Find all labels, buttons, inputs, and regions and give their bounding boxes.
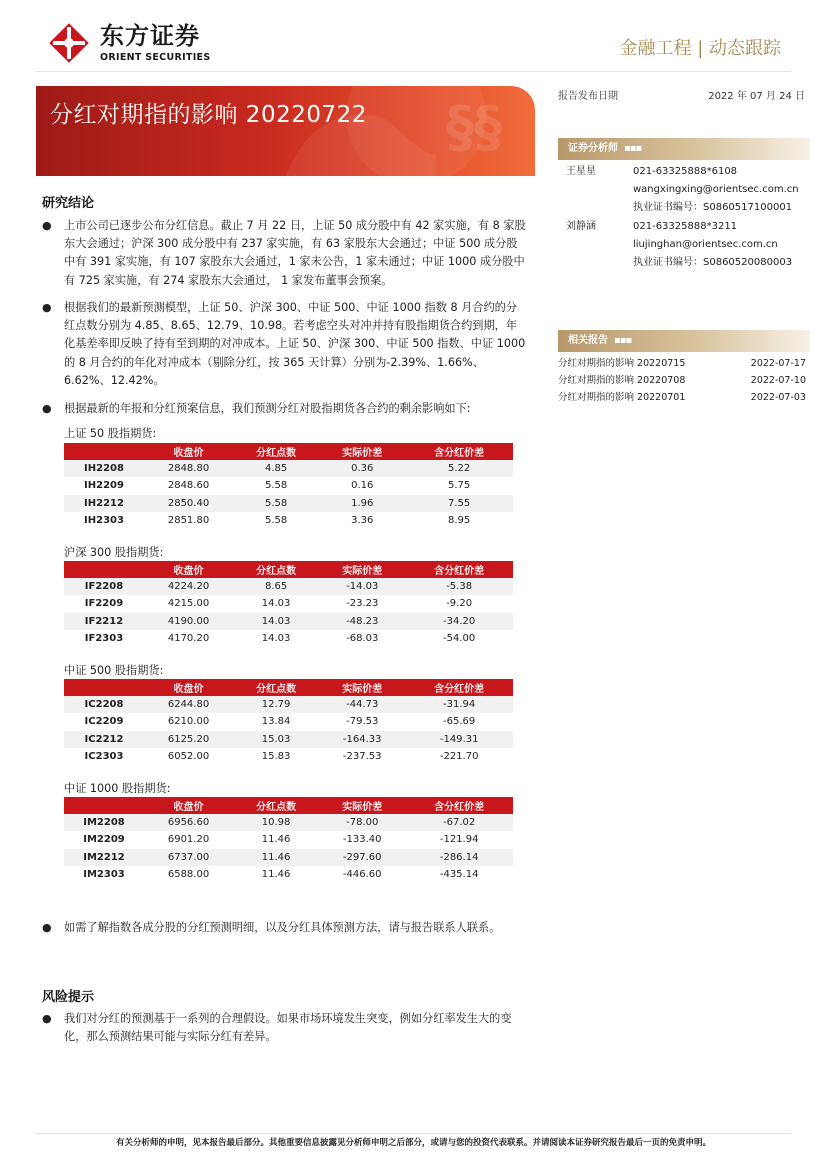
column-header	[64, 443, 144, 460]
contract-code: IM2212	[64, 849, 144, 866]
related-report-title[interactable]: 分红对期指的影响 20220701	[558, 392, 686, 403]
conclusion-bullet	[42, 299, 526, 390]
analyst-email[interactable]: wangxingxing@orientsec.com.cn	[633, 184, 799, 195]
table-cell: 6737.00	[144, 849, 233, 866]
report-category: 金融工程 | 动态跟踪	[619, 38, 781, 59]
related-report-date: 2022-07-10	[750, 375, 806, 386]
table-cell: 2848.80	[144, 460, 233, 477]
bullet-icon: ●	[42, 921, 52, 934]
futures-table-csi500	[64, 679, 513, 765]
conclusion-bullet	[42, 400, 526, 418]
column-header: 收盘价	[144, 561, 233, 578]
table-cell: 11.46	[233, 831, 319, 848]
brand-name-cn: 东方证券	[100, 22, 200, 50]
table-row	[64, 495, 513, 512]
contract-code: IM2208	[64, 814, 144, 831]
related-report-title[interactable]: 分红对期指的影响 20220708	[558, 375, 686, 386]
conclusion-bullet	[42, 919, 526, 937]
column-header	[64, 679, 144, 696]
analyst-email[interactable]: liujinghan@orientsec.com.cn	[633, 239, 778, 250]
table-row	[64, 578, 513, 595]
table-cell: 11.46	[233, 866, 319, 883]
table-cell: 2850.40	[144, 495, 233, 512]
table-header-row	[64, 797, 513, 814]
column-header: 收盘价	[144, 679, 233, 696]
contract-code: IH2303	[64, 512, 144, 529]
table-cell: -435.14	[405, 866, 513, 883]
publish-date-label: 报告发布日期	[558, 91, 618, 102]
table-cell: -237.53	[319, 748, 405, 765]
contract-code: IC2303	[64, 748, 144, 765]
table-row	[64, 731, 513, 748]
table-cell: 4215.00	[144, 595, 233, 612]
table-cell: 6956.60	[144, 814, 233, 831]
contract-code: IH2212	[64, 495, 144, 512]
header-divider	[36, 71, 791, 72]
table-cell: 14.03	[233, 630, 319, 647]
analyst-phone: 021-63325888*3211	[633, 221, 738, 232]
futures-table-sse50	[64, 443, 513, 529]
analyst-phone: 021-63325888*6108	[633, 166, 738, 177]
bullet-icon: ●	[42, 402, 52, 415]
table-cell: -14.03	[319, 578, 405, 595]
bullet-icon: ●	[42, 219, 52, 232]
table-cell: 6244.80	[144, 696, 233, 713]
table-cell: -31.94	[405, 696, 513, 713]
disclaimer-footer: 有关分析师的申明，见本报告最后部分。其他重要信息披露见分析师申明之后部分，或请与您的投资代表联系。并请阅读本证券研究报告最后一页的免责申明。	[115, 1138, 711, 1148]
logo-mark-icon	[48, 22, 90, 64]
dots-icon: ▪▪▪	[614, 335, 632, 346]
table-header-row	[64, 443, 513, 460]
related-report-title[interactable]: 分红对期指的影响 20220715	[558, 358, 686, 369]
table-cell: 6210.00	[144, 713, 233, 730]
column-header: 分红点数	[233, 797, 319, 814]
column-header: 收盘价	[144, 443, 233, 460]
table-cell: 5.58	[233, 512, 319, 529]
column-header: 含分红价差	[405, 443, 513, 460]
related-heading	[558, 330, 810, 352]
table-cell: 8.95	[405, 512, 513, 529]
table-cell: 2851.80	[144, 512, 233, 529]
table-cell: -68.03	[319, 630, 405, 647]
column-header: 实际价差	[319, 561, 405, 578]
publish-date-value: 2022 年 07 月 24 日	[708, 91, 805, 102]
page-title: 分红对期指的影响 20220722	[50, 102, 367, 128]
analyst-name: 王星星	[566, 166, 596, 177]
brand-name-en: ORIENT SECURITIES	[100, 52, 211, 63]
analysts-heading-label: 证券分析师	[568, 143, 618, 154]
futures-table-csi1000	[64, 797, 513, 883]
table-cell: -446.60	[319, 866, 405, 883]
table-cell: -65.69	[405, 713, 513, 730]
table-cell: -297.60	[319, 849, 405, 866]
table-cell: -54.00	[405, 630, 513, 647]
table-caption: 上证 50 股指期货:	[64, 427, 157, 440]
table-row	[64, 713, 513, 730]
table-cell: 4224.20	[144, 578, 233, 595]
related-report-date: 2022-07-03	[750, 392, 806, 403]
column-header: 实际价差	[319, 679, 405, 696]
related-report-date: 2022-07-17	[750, 358, 806, 369]
table-row	[64, 595, 513, 612]
table-cell: -121.94	[405, 831, 513, 848]
table-row	[64, 512, 513, 529]
related-heading-label: 相关报告	[568, 335, 608, 346]
column-header: 含分红价差	[405, 679, 513, 696]
table-caption: 中证 1000 股指期货:	[64, 782, 171, 795]
table-cell: -133.40	[319, 831, 405, 848]
bullet-icon: ●	[42, 301, 52, 314]
table-cell: -34.20	[405, 613, 513, 630]
table-header-row	[64, 561, 513, 578]
table-row	[64, 831, 513, 848]
contract-code: IF2212	[64, 613, 144, 630]
table-cell: -9.20	[405, 595, 513, 612]
table-cell: 15.83	[233, 748, 319, 765]
contract-code: IM2303	[64, 866, 144, 883]
table-header-row	[64, 679, 513, 696]
analyst-cert: 执业证书编号：S0860520080003	[633, 257, 793, 268]
analyst-cert: 执业证书编号：S0860517100001	[633, 202, 793, 213]
table-cell: 6588.00	[144, 866, 233, 883]
contract-code: IF2208	[64, 578, 144, 595]
bullet-text: 如需了解指数各成分股的分红预测明细，以及分红具体预测方法，请与报告联系人联系。	[64, 921, 501, 934]
table-cell: -5.38	[405, 578, 513, 595]
table-cell: 4170.20	[144, 630, 233, 647]
table-cell: -67.02	[405, 814, 513, 831]
conclusion-heading: 研究结论	[42, 196, 95, 211]
table-cell: 5.58	[233, 495, 319, 512]
related-report-item[interactable]	[558, 391, 806, 405]
contract-code: IF2209	[64, 595, 144, 612]
table-cell: 6052.00	[144, 748, 233, 765]
table-caption: 中证 500 股指期货:	[64, 664, 164, 677]
related-report-item[interactable]	[558, 374, 806, 388]
column-header: 分红点数	[233, 679, 319, 696]
brand-logo	[48, 22, 226, 64]
table-row	[64, 814, 513, 831]
dots-icon: ▪▪▪	[624, 143, 642, 154]
related-report-item[interactable]	[558, 357, 806, 371]
contract-code: IC2208	[64, 696, 144, 713]
table-caption: 沪深 300 股指期货:	[64, 546, 164, 559]
column-header: 实际价差	[319, 797, 405, 814]
bullet-text: 根据最新的年报和分红预案信息，我们预测分红对股指期货各合约的剩余影响如下:	[64, 402, 471, 415]
table-cell: 8.65	[233, 578, 319, 595]
table-row	[64, 748, 513, 765]
risk-bullet	[42, 1010, 526, 1046]
conclusion-bullet	[42, 217, 526, 290]
table-cell: 6125.20	[144, 731, 233, 748]
contract-code: IC2209	[64, 713, 144, 730]
table-cell: -221.70	[405, 748, 513, 765]
futures-table-csi300	[64, 561, 513, 647]
table-row	[64, 630, 513, 647]
table-row	[64, 460, 513, 477]
column-header	[64, 797, 144, 814]
table-cell: -164.33	[319, 731, 405, 748]
table-cell: 5.22	[405, 460, 513, 477]
table-cell: -78.00	[319, 814, 405, 831]
table-cell: 10.98	[233, 814, 319, 831]
contract-code: IH2209	[64, 477, 144, 494]
risk-heading: 风险提示	[42, 990, 95, 1005]
column-header: 分红点数	[233, 443, 319, 460]
table-cell: 14.03	[233, 595, 319, 612]
table-cell: 5.75	[405, 477, 513, 494]
table-cell: 15.03	[233, 731, 319, 748]
bullet-text: 我们对分红的预测基于一系列的合理假设。如果市场环境发生突变，例如分红率发生大的变化，那么预测结果可能与实际分红有差异。	[64, 1012, 512, 1044]
table-cell: 4190.00	[144, 613, 233, 630]
contract-code: IC2212	[64, 731, 144, 748]
table-cell: 11.46	[233, 849, 319, 866]
analysts-heading	[558, 138, 810, 160]
table-cell: 14.03	[233, 613, 319, 630]
table-row	[64, 696, 513, 713]
title-banner	[36, 86, 535, 176]
table-cell: 0.16	[319, 477, 405, 494]
contract-code: IH2208	[64, 460, 144, 477]
table-cell: -44.73	[319, 696, 405, 713]
column-header	[64, 561, 144, 578]
table-cell: 7.55	[405, 495, 513, 512]
analyst-name: 刘静涵	[566, 221, 596, 232]
table-cell: -23.23	[319, 595, 405, 612]
column-header: 分红点数	[233, 561, 319, 578]
table-cell: 2848.60	[144, 477, 233, 494]
table-cell: 4.85	[233, 460, 319, 477]
table-row	[64, 866, 513, 883]
table-cell: -48.23	[319, 613, 405, 630]
table-cell: 6901.20	[144, 831, 233, 848]
contract-code: IM2209	[64, 831, 144, 848]
bullet-text: 根据我们的最新预测模型，上证 50、沪深 300、中证 500、中证 1000 指数 8 月合约的分红点数分别为 4.85、8.65、12.79、10.98。若考虑空头对冲并持有股指期货合约到期，年化基差率即反映了持有至到期的对冲成本。上证 50、沪深 300、中证 500 指数、中证 1000 的 8 月合约的年化对冲成本（剔除分红，按 365 天计算）分别为-2.39%、1.66%、6.62%、12.42%。	[64, 301, 526, 387]
svg-text:§§: §§	[446, 95, 502, 160]
table-cell: 12.79	[233, 696, 319, 713]
table-cell: 3.36	[319, 512, 405, 529]
table-cell: -79.53	[319, 713, 405, 730]
table-cell: 0.36	[319, 460, 405, 477]
column-header: 实际价差	[319, 443, 405, 460]
bullet-text: 上市公司已逐步公布分红信息。截止 7 月 22 日，上证 50 成分股中有 42 家实施，有 8 家股东大会通过；沪深 300 成分股中有 237 家实施，有 63 家股东大会通过；中证 500 成分股中有 391 家实施，有 107 家股东大会通过，1 家未公告，1 家未通过；中证 1000 成分股中有 725 家实施，有 274 家股东大会通过， 1 家发布董事会预案。	[64, 219, 526, 287]
table-row	[64, 613, 513, 630]
table-cell: 5.58	[233, 477, 319, 494]
contract-code: IF2303	[64, 630, 144, 647]
column-header: 含分红价差	[405, 797, 513, 814]
table-row	[64, 477, 513, 494]
table-cell: -149.31	[405, 731, 513, 748]
column-header: 收盘价	[144, 797, 233, 814]
bullet-icon: ●	[42, 1012, 52, 1025]
table-cell: 13.84	[233, 713, 319, 730]
table-cell: -286.14	[405, 849, 513, 866]
table-row	[64, 849, 513, 866]
column-header: 含分红价差	[405, 561, 513, 578]
table-cell: 1.96	[319, 495, 405, 512]
footer-divider	[36, 1133, 791, 1134]
